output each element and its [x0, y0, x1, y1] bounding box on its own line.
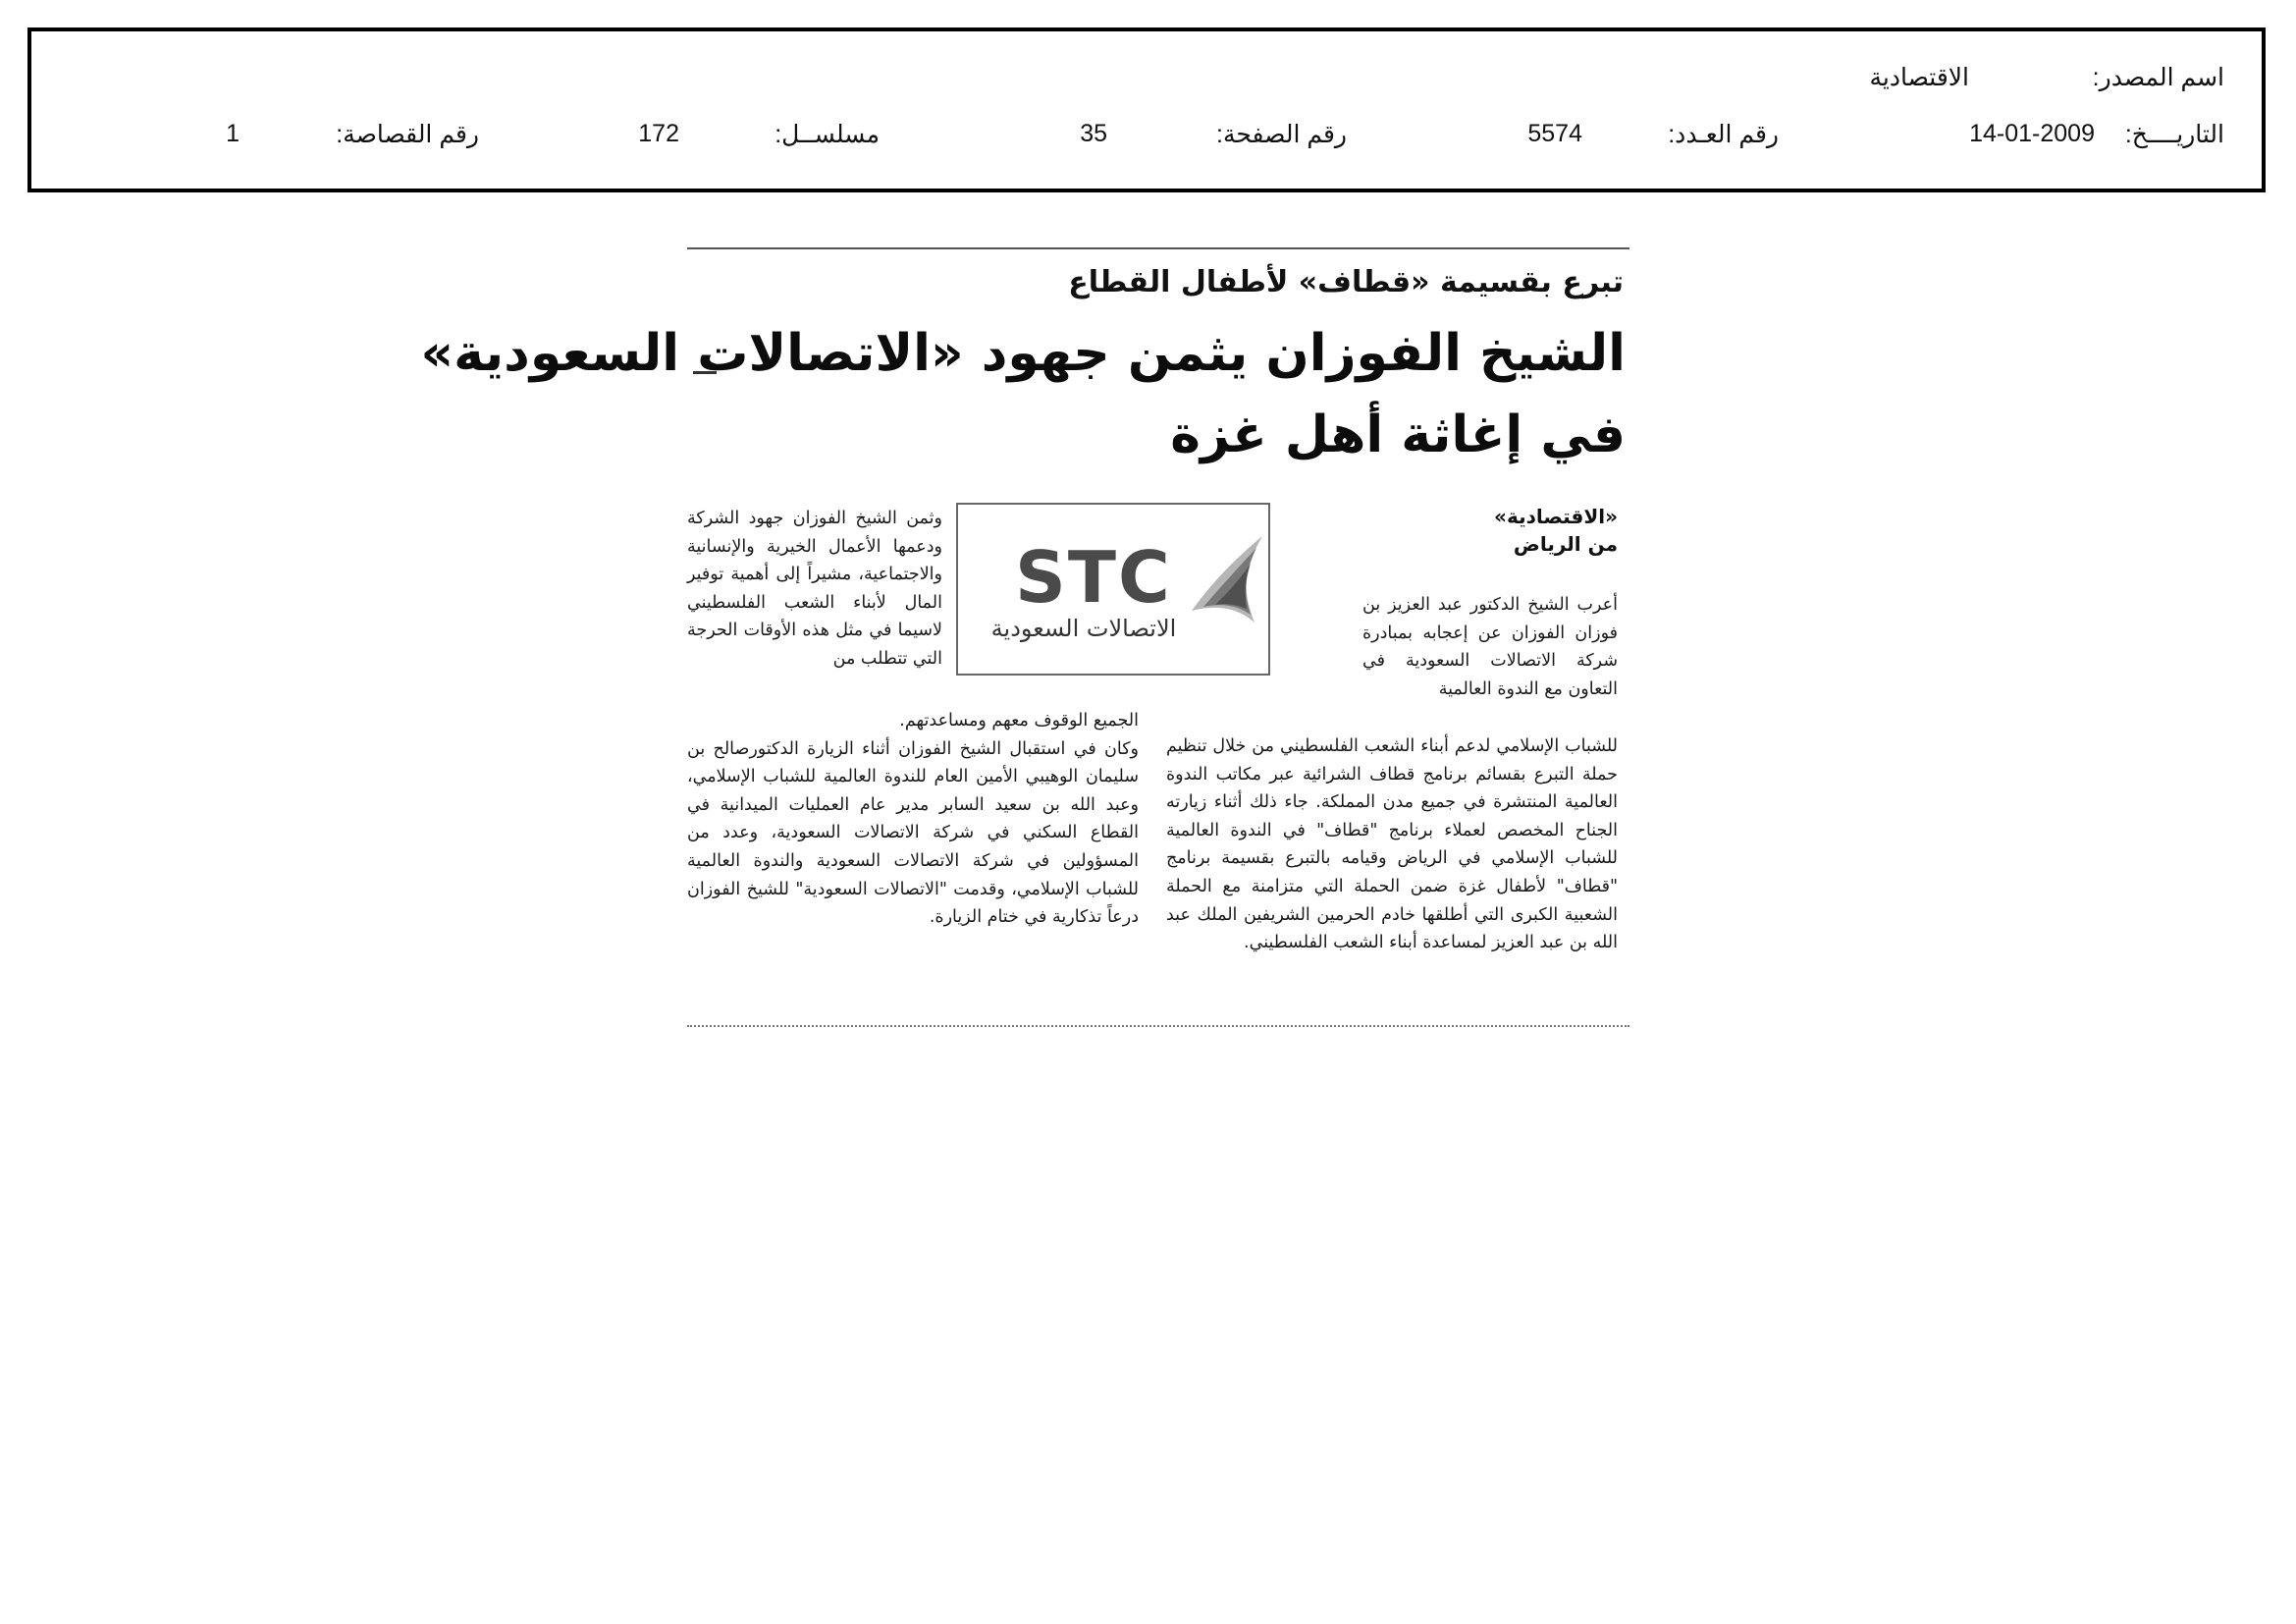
page-number-label: رقم الصفحة:	[1216, 121, 1347, 148]
issue-label: رقم العـدد:	[1668, 121, 1779, 148]
clip-number-value: 1	[226, 120, 240, 147]
article-column-left-bottom	[687, 707, 1139, 932]
issue-value: 5574	[1527, 120, 1582, 147]
newspaper-clipping	[420, 244, 1629, 1029]
stc-bird-icon	[1186, 528, 1268, 636]
date-label: التاريــــخ:	[2124, 121, 2224, 148]
article-column-right-top	[1362, 591, 1618, 703]
article-paragraph: وكان في استقبال الشيخ الفوزان أثناء الزيارة الدكتورصالح بن سليمان الوهيبي الأمين العام للندوة العالمية للشباب الإسلامي، وعبد الله بن سعيد السابر مدير عام العمليات الميدانية في القطاع السكني في شركة الاتصالات السعودية، وعدد من المسؤولين في شركة الاتصالات السعودية والندوة العالمية للشباب الإسلامي، وقدمت "الاتصالات السعودية" للشيخ الفوزان درعاً تذكارية في ختام الزيارة.	[687, 738, 1139, 928]
source-value: الاقتصادية	[1869, 64, 1969, 91]
clip-number-label: رقم القصاصة:	[336, 121, 479, 148]
serial-label: مسلســل:	[774, 121, 880, 148]
source-label: اسم المصدر:	[2092, 64, 2224, 91]
article-column-right-bottom	[1166, 732, 1618, 957]
article-kicker: تبرع بقسيمة «قطاف» لأطفال القطاع	[1068, 265, 1624, 299]
article-headline-line1: الشيخ الفوزان يثمن جهود «الاتصالات السعودية»	[420, 324, 1626, 383]
clipping-top-rule	[687, 247, 1629, 249]
article-column-left-top	[687, 505, 942, 674]
serial-value: 172	[638, 120, 679, 147]
article-paragraph: أعرب الشيخ الدكتور عبد العزيز بن فوزان الفوزان عن إعجابه بمبادرة شركة الاتصالات السعودية في التعاون مع الندوة العالمية	[1362, 595, 1618, 699]
article-paragraph: وثمن الشيخ الفوزان جهود الشركة ودعمها الأعمال الخيرية والإنسانية والاجتماعية، مشيراً إلى أهمية توفير المال لأبناء الشعب الفلسطيني لاسيما في مثل هذه الأوقات الحرجة التي تتطلب من	[687, 509, 942, 669]
stc-logo-arabic-name: الاتصالات السعودية	[990, 615, 1177, 642]
date-value: 14-01-2009	[1969, 120, 2095, 147]
page-number-value: 35	[1080, 120, 1107, 147]
clipping-bottom-rule	[687, 1025, 1629, 1027]
article-headline-line2: في إغاثة أهل غزة	[1170, 406, 1626, 464]
byline-place: من الرياض	[1513, 532, 1618, 556]
clipping-metadata-box	[27, 27, 2266, 192]
headline-dash	[693, 371, 717, 374]
stc-logo-letters: STC	[1015, 536, 1172, 619]
article-paragraph: للشباب الإسلامي لدعم أبناء الشعب الفلسطيني من خلال تنظيم حملة التبرع بقسائم برنامج قطاف الشرائية عبر مكاتب الندوة العالمية المنتشرة في جميع مدن المملكة. جاء ذلك أثناء زيارته الجناح المخصص لعملاء برنامج "قطاف" في الندوة العالمية للشباب الإسلامي في الرياض وقيامه بالتبرع بقسيمة برنامج "قطاف" لأطفال غزة ضمن الحملة التي متزامنة مع الحملة الشعبية الكبرى التي أطلقها خادم الحرمين الشريفين الملك عبد الله بن عبد العزيز لمساعدة أبناء الشعب الفلسطيني.	[1166, 736, 1618, 953]
byline-source: «الاقتصادية»	[1494, 505, 1618, 528]
stc-logo-image	[956, 503, 1270, 676]
article-paragraph: الجميع الوقوف معهم ومساعدتهم.	[899, 711, 1139, 731]
